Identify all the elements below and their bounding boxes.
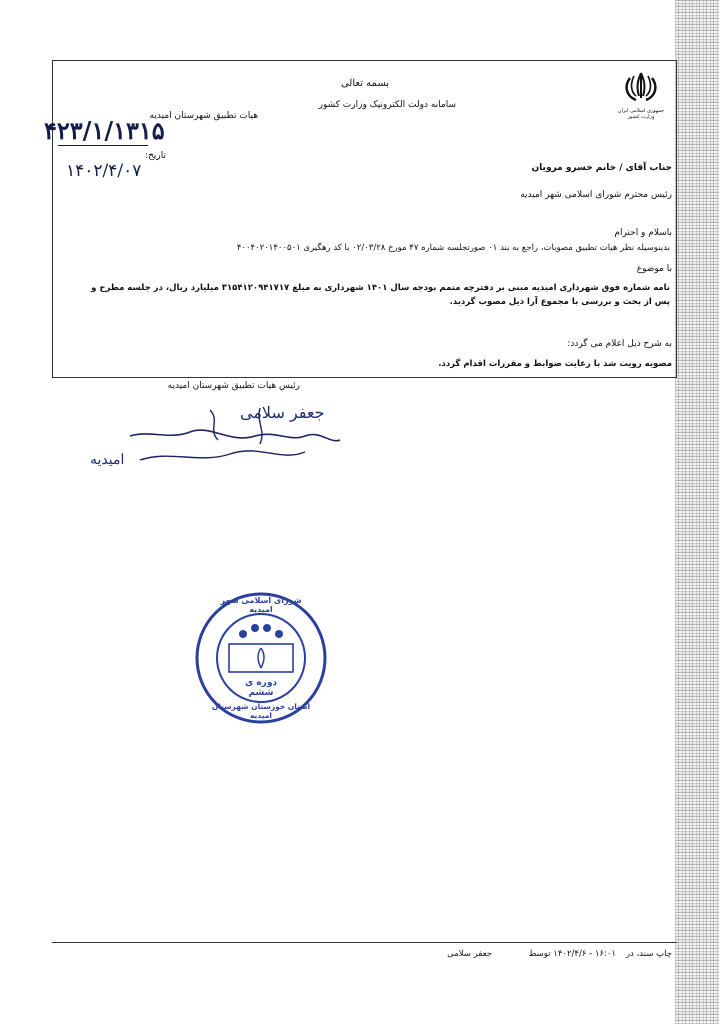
signatory-title: رئیس هیات تطبیق شهرستان امیدیه: [167, 381, 300, 391]
subject-line2: پس از بحث و بررسی با مجموع آرا ذیل مصوب گردید.: [449, 297, 670, 307]
stamp-bottom-text: استان خوزستان شهرستان امیدیه: [211, 702, 311, 720]
print-label: چاپ سند، در: [625, 949, 672, 959]
footer-line: [52, 942, 677, 943]
basmala: بسمه تعالی: [340, 78, 390, 89]
system-name: سامانه دولت الکترونیک وزارت کشور: [318, 100, 456, 110]
council-stamp: [193, 590, 329, 726]
emblem-icon: [616, 70, 666, 104]
letter-number: ۴۲۳/۱/۱۳۱۵: [44, 116, 165, 145]
emblem-caption: جمهوری اسلامی ایران وزارت کشور: [617, 108, 665, 120]
printed-by: جعفر سلامی: [447, 949, 492, 959]
stamp-center-text: دوره ی ششم: [244, 678, 278, 698]
recipient-title: رئیس محترم شورای اسلامی شهر امیدیه: [520, 190, 672, 200]
print-info: ۱۶:۰۱ - ۱۴۰۲/۴/۶ توسط: [528, 949, 616, 959]
number-underline: [58, 145, 148, 146]
para1: بدینوسیله نظر هیات تطبیق مصوبات، راجع به بند ۰۱ صورتجلسه شماره ۴۷ مورخ ۰۲/۰۳/۲۸ با کد رهگیری ۴۰۰۴۰۲۰۱۴۰۰۵۰۱: [236, 243, 670, 253]
decision-label: به شرح ذیل اعلام می گردد:: [567, 339, 672, 349]
signature-name: جعفر سلامی: [240, 403, 325, 422]
org-name: هیات تطبیق شهرستان امیدیه: [149, 111, 258, 121]
signature-sub: امیدیه: [90, 452, 125, 468]
recipient: جناب آقای / خانم خسرو مرویان: [531, 163, 672, 173]
decision-text: مصوبه رویت شد با رعایت ضوابط و مقررات اقدام گردد.: [438, 359, 672, 369]
handwritten-signature: [90, 400, 350, 480]
subject-label: با موضوع: [636, 264, 672, 274]
greeting: باسلام و احترام: [614, 228, 672, 238]
stamp-top-text: شورای اسلامی شهر امیدیه: [220, 596, 302, 614]
date-value: ۱۴۰۲/۴/۰۷: [66, 161, 142, 181]
subject-line1: نامه شماره فوق شهرداری امیدیه مبنی بر دفترچه متمم بودجه سال ۱۴۰۱ شهرداری به مبلغ ۳۱۵۴۱۲۰۹۴۱۷۱۷ میلیارد ریال، در جلسه مطرح و: [91, 283, 670, 293]
iran-emblem: [616, 70, 666, 122]
date-label: تاریخ:: [145, 151, 166, 161]
scan-edge-noise: [675, 0, 719, 1024]
